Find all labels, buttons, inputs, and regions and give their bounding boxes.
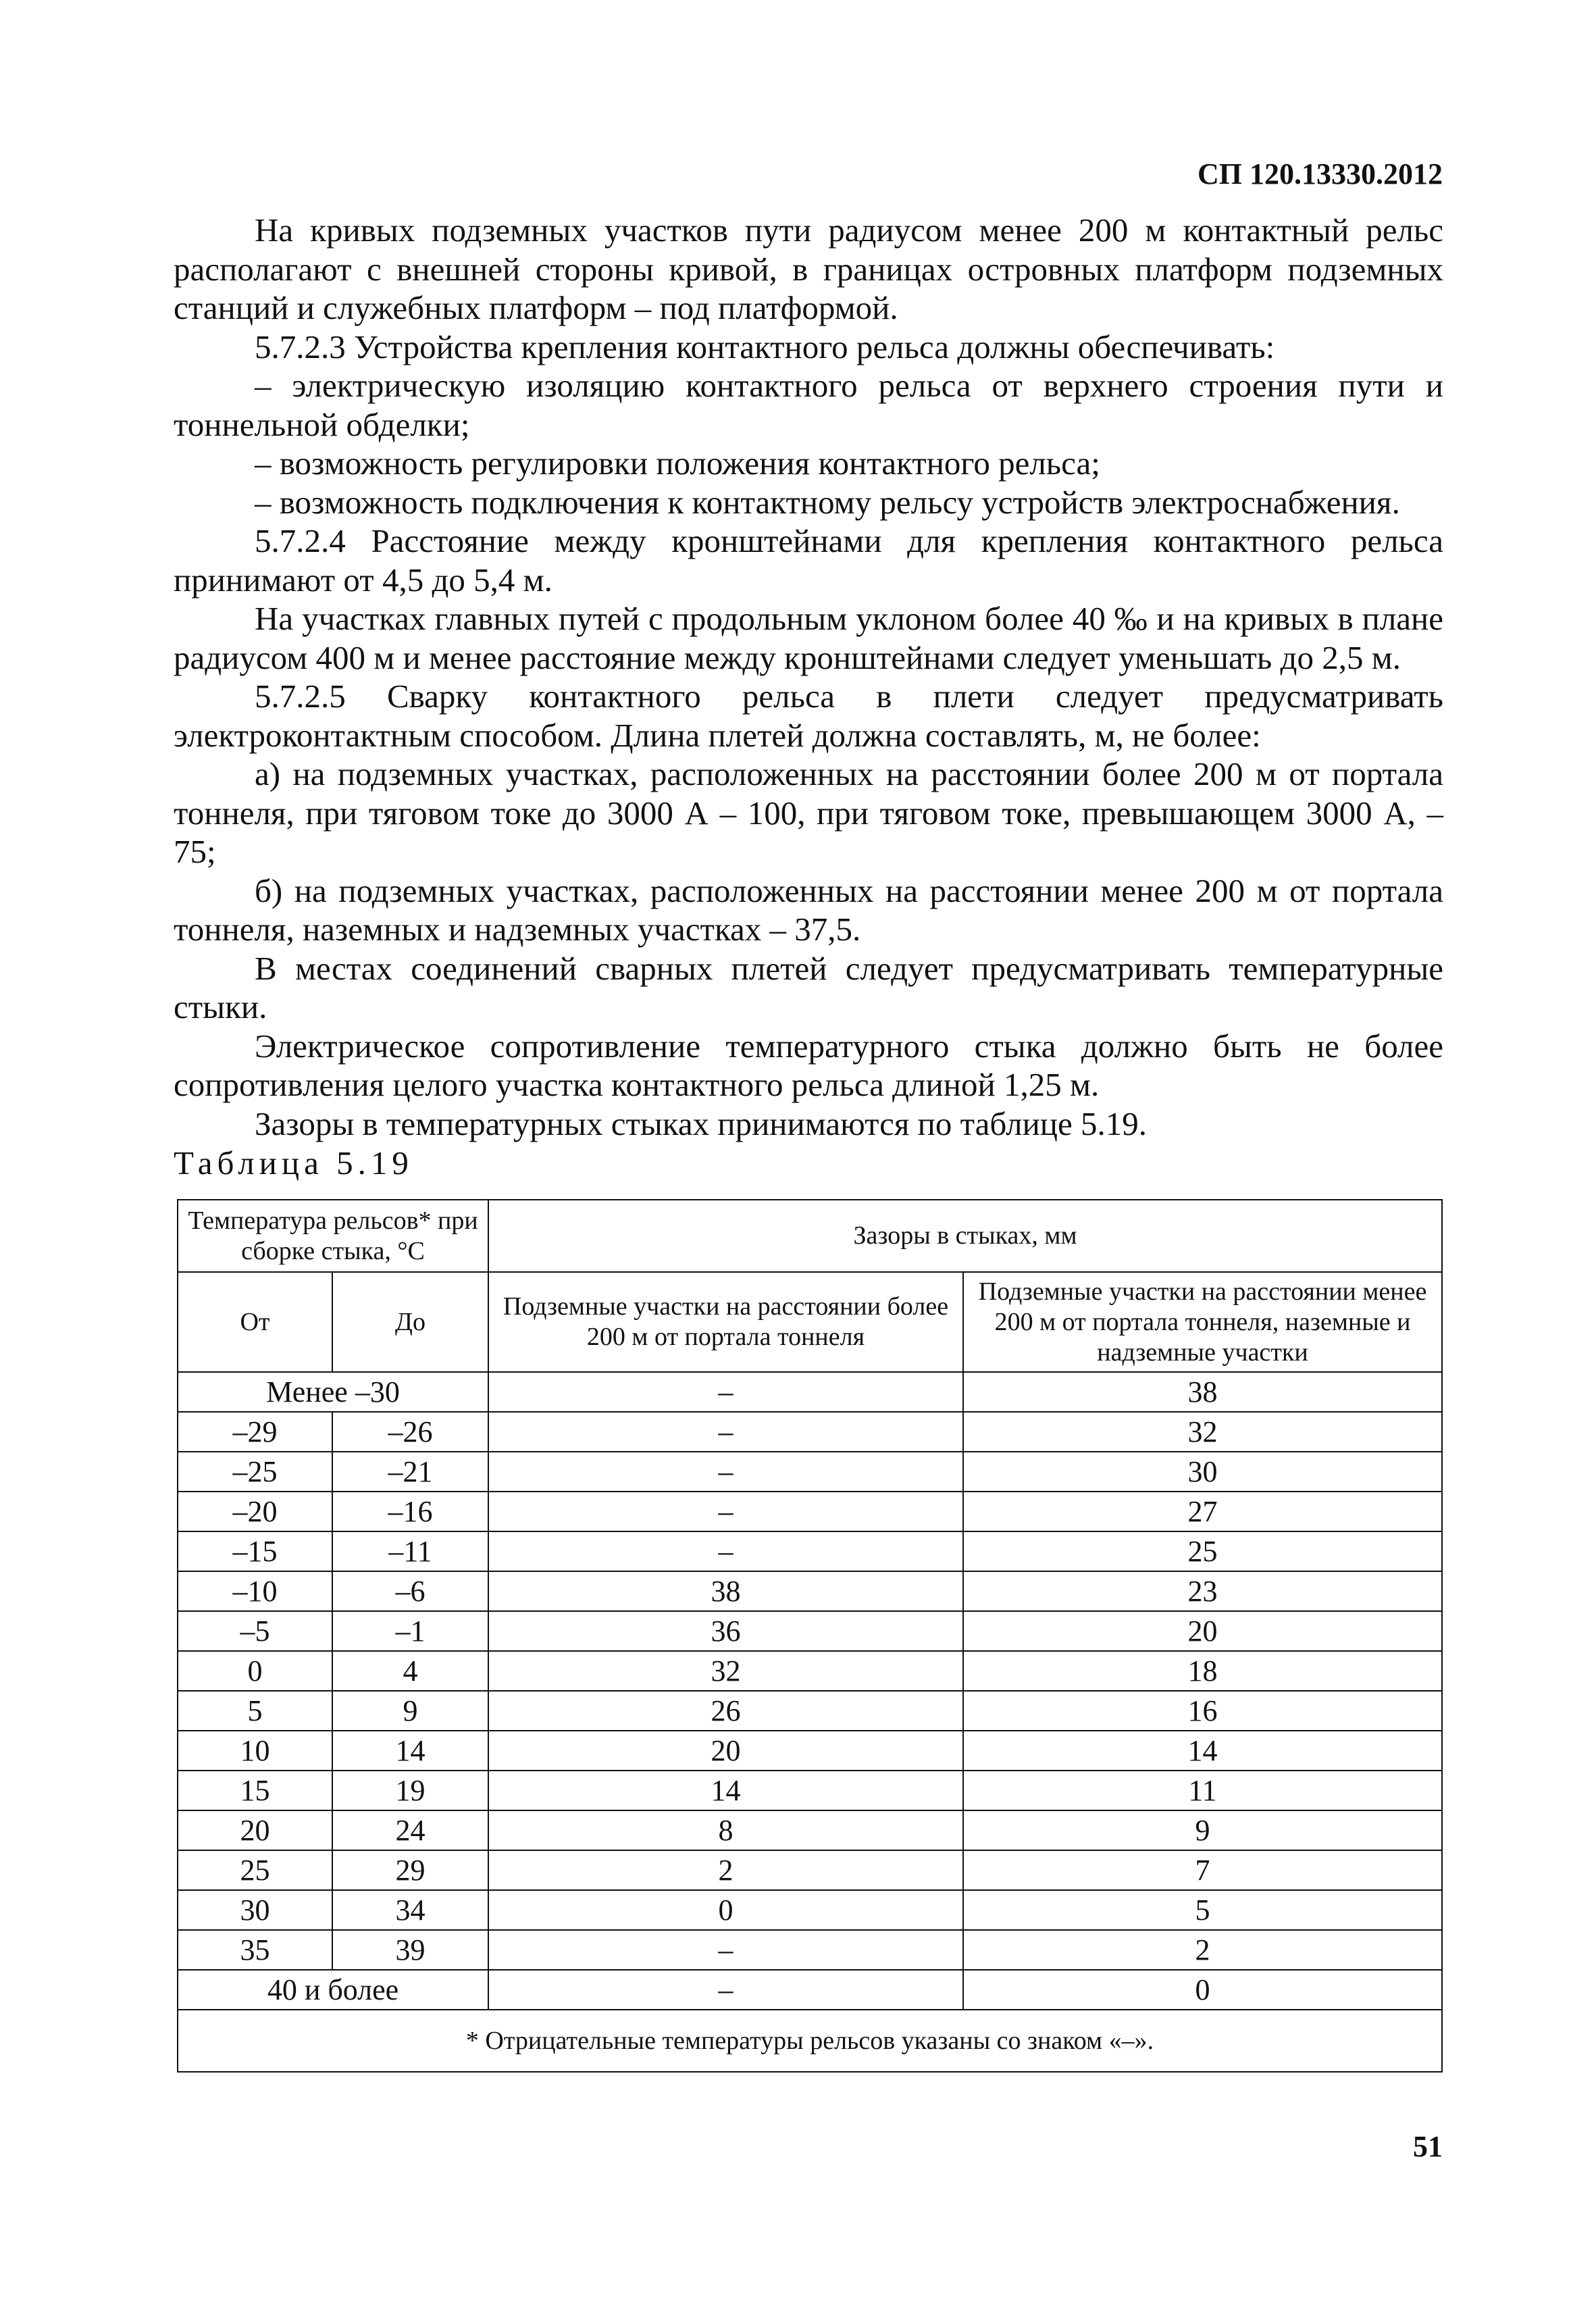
cell-from: 5 [178, 1691, 332, 1731]
table-row [178, 1372, 1442, 1412]
cell-far: 20 [488, 1731, 963, 1771]
table-row [178, 1492, 1442, 1531]
table-row [178, 1890, 1442, 1930]
cell-from: –15 [178, 1531, 332, 1571]
paragraph: 5.7.2.5 Сварку контактного рельса в плети следует предусматривать электроконтактным способом. Длина плетей должна составлять, м, не более: [174, 678, 1443, 754]
cell-to: –26 [332, 1412, 488, 1452]
table-caption: Таблица 5.19 [174, 1144, 413, 1181]
cell-from: –5 [178, 1611, 332, 1651]
cell-from: –29 [178, 1412, 332, 1452]
page-number: 51 [1413, 2130, 1443, 2163]
table-row [178, 1930, 1442, 1970]
cell-to: 39 [332, 1930, 488, 1970]
header-near-sections: Подземные участки на расстоянии менее 200 м от портала тоннеля, наземные и надземные участки [963, 1272, 1442, 1372]
table-row [178, 1452, 1442, 1492]
table-row [178, 1571, 1442, 1611]
table-row [178, 1771, 1442, 1810]
cell-from: 0 [178, 1651, 332, 1691]
cell-from: 20 [178, 1810, 332, 1850]
cell-from: –25 [178, 1452, 332, 1492]
header-from: От [178, 1272, 332, 1372]
cell-near: 20 [963, 1611, 1442, 1651]
paragraph: б) на подземных участках, расположенных на расстоянии менее 200 м от портала тоннеля, наземных и надземных участках – 37,5. [174, 871, 1443, 948]
gaps-table [177, 1199, 1443, 2073]
cell-near: 18 [963, 1651, 1442, 1691]
document-code: СП 120.13330.2012 [1198, 157, 1443, 190]
paragraph: Зазоры в температурных стыках принимаются по таблице 5.19. [255, 1104, 1148, 1142]
header-gaps: Зазоры в стыках, мм [488, 1200, 1442, 1272]
body-text [174, 211, 1443, 1143]
table-row [178, 1731, 1442, 1771]
paragraph: На участках главных путей с продольным уклоном более 40 ‰ и на кривых в плане радиусом 400 м и менее расстояние между кронштейнами следует уменьшать до 2,5 м. [174, 600, 1443, 676]
cell-temp-range: 40 и более [178, 1970, 488, 2010]
cell-far: 14 [488, 1771, 963, 1810]
cell-from: 10 [178, 1731, 332, 1771]
cell-far: – [488, 1531, 963, 1571]
table-row [178, 1651, 1442, 1691]
cell-far: 32 [488, 1651, 963, 1691]
cell-near: 14 [963, 1731, 1442, 1771]
cell-from: –20 [178, 1492, 332, 1531]
cell-far: 2 [488, 1850, 963, 1890]
cell-from: 35 [178, 1930, 332, 1970]
cell-near: 30 [963, 1452, 1442, 1492]
paragraph: а) на подземных участках, расположенных на расстоянии более 200 м от портала тоннеля, при тяговом токе до 3000 А – 100, при тяговом токе, превышающем 3000 А, – 75; [174, 755, 1443, 870]
table-row [178, 1691, 1442, 1731]
cell-to: –1 [332, 1611, 488, 1651]
cell-to: –6 [332, 1571, 488, 1611]
cell-from: 30 [178, 1890, 332, 1930]
header-temperature: Температура рельсов* при сборке стыка, °С [178, 1200, 488, 1272]
cell-temp-range: Менее –30 [178, 1372, 488, 1412]
paragraph: Электрическое сопротивление температурного стыка должно быть не более сопротивления целого участка контактного рельса длиной 1,25 м. [174, 1027, 1443, 1103]
table-row [178, 1531, 1442, 1571]
cell-to: 9 [332, 1691, 488, 1731]
cell-near: 5 [963, 1890, 1442, 1930]
cell-from: 15 [178, 1771, 332, 1810]
cell-to: 14 [332, 1731, 488, 1771]
cell-near: 7 [963, 1850, 1442, 1890]
paragraph: 5.7.2.4 Расстояние между кронштейнами для крепления контактного рельса принимают от 4,5 до 5,4 м. [174, 522, 1443, 599]
cell-near: 11 [963, 1771, 1442, 1810]
paragraph: На кривых подземных участков пути радиусом менее 200 м контактный рельс располагают с внешней стороны кривой, в границах островных платформ подземных станций и служебных платформ – под платформой. [174, 211, 1443, 326]
table-row [178, 1850, 1442, 1890]
cell-to: –16 [332, 1492, 488, 1531]
cell-far: – [488, 1452, 963, 1492]
cell-far: 8 [488, 1810, 963, 1850]
paragraph: – возможность регулировки положения контактного рельса; [255, 444, 1100, 482]
table-row [178, 1611, 1442, 1651]
cell-near: 16 [963, 1691, 1442, 1731]
cell-near: 0 [963, 1970, 1442, 2010]
cell-far: – [488, 1930, 963, 1970]
table-row [178, 1412, 1442, 1452]
cell-far: – [488, 1970, 963, 2010]
cell-far: 0 [488, 1890, 963, 1930]
cell-to: 24 [332, 1810, 488, 1850]
cell-from: –10 [178, 1571, 332, 1611]
cell-from: 25 [178, 1850, 332, 1890]
table-footnote: * Отрицательные температуры рельсов указаны со знаком «–». [178, 2010, 1442, 2072]
cell-far: 38 [488, 1571, 963, 1611]
cell-far: 26 [488, 1691, 963, 1731]
cell-near: 32 [963, 1412, 1442, 1452]
cell-far: – [488, 1492, 963, 1531]
cell-to: 34 [332, 1890, 488, 1930]
cell-near: 38 [963, 1372, 1442, 1412]
paragraph: В местах соединений сварных плетей следует предусматривать температурные стыки. [174, 949, 1443, 1025]
table-row [178, 1810, 1442, 1850]
header-far-sections: Подземные участки на расстоянии более 200 м от портала тоннеля [488, 1272, 963, 1372]
cell-near: 27 [963, 1492, 1442, 1531]
table-row [178, 1970, 1442, 2010]
cell-far: – [488, 1372, 963, 1412]
cell-far: – [488, 1412, 963, 1452]
cell-near: 23 [963, 1571, 1442, 1611]
cell-near: 25 [963, 1531, 1442, 1571]
paragraph: – возможность подключения к контактному рельсу устройств электроснабжения. [255, 483, 1400, 521]
cell-to: –21 [332, 1452, 488, 1492]
cell-near: 9 [963, 1810, 1442, 1850]
cell-far: 36 [488, 1611, 963, 1651]
paragraph: – электрическую изоляцию контактного рельса от верхнего строения пути и тоннельной обделки; [174, 367, 1443, 443]
cell-to: –11 [332, 1531, 488, 1571]
header-to: До [332, 1272, 488, 1372]
cell-to: 19 [332, 1771, 488, 1810]
cell-to: 4 [332, 1651, 488, 1691]
cell-near: 2 [963, 1930, 1442, 1970]
cell-to: 29 [332, 1850, 488, 1890]
paragraph: 5.7.2.3 Устройства крепления контактного рельса должны обеспечивать: [255, 328, 1275, 365]
